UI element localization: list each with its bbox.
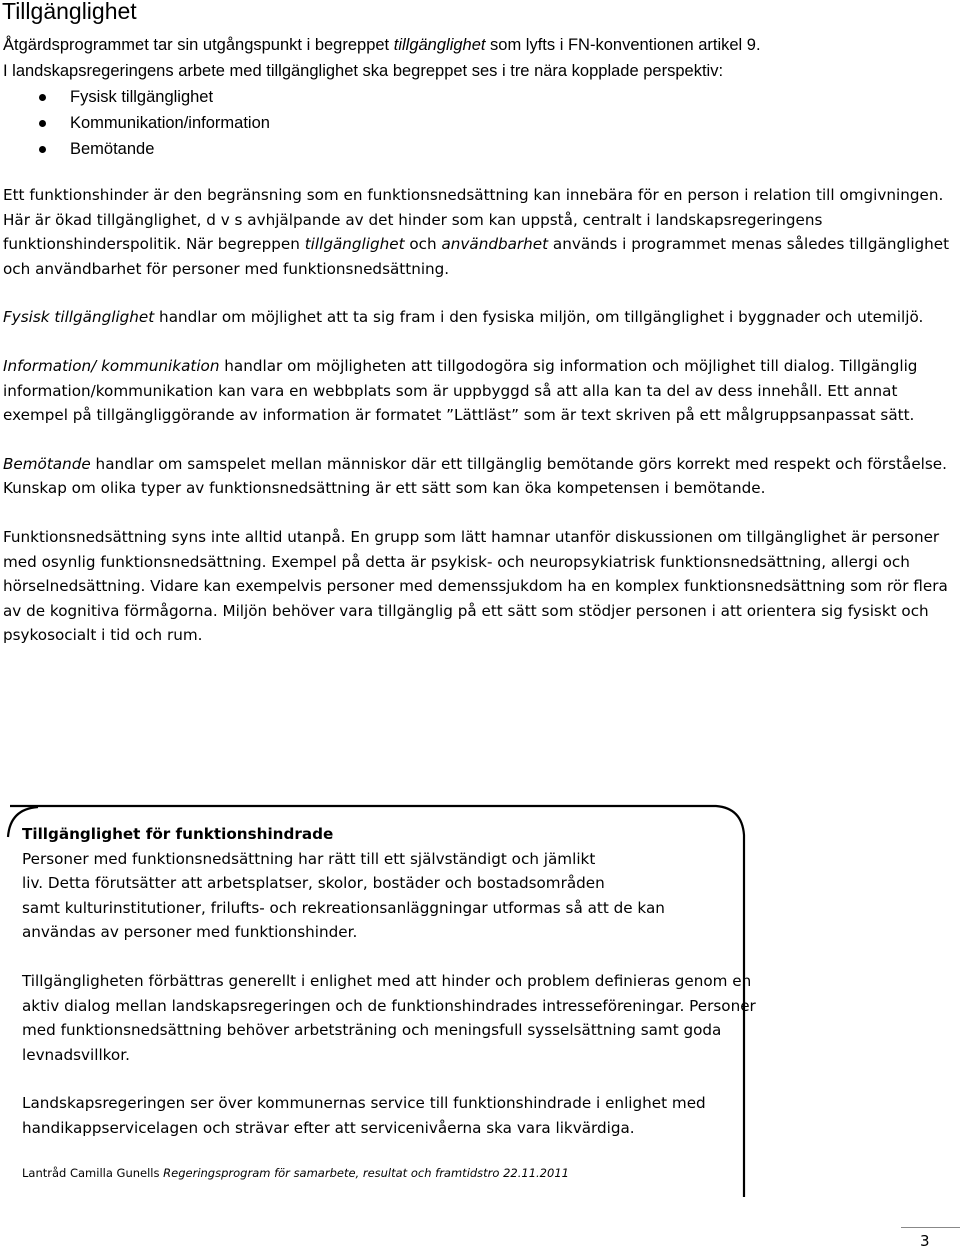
bullet-icon: [39, 94, 46, 101]
quote-box-content: Tillgänglighet för funktionshindrade Personer med funktionsnedsättning har rätt till ett självständigt och jämlikt liv. Detta förutsätter att arbetsplatser, skolor, bostäder och bostadsområden samt kulturinstitutioner, frilufts- och rekreationsanläggningar utformas så att de kan användas av personer med funktionshinder.: [22, 825, 665, 942]
page-number: 3: [920, 1232, 930, 1250]
quote-box-heading: Tillgänglighet för funktionshindrade: [22, 825, 334, 843]
intro-section: [3, 32, 953, 162]
quote-box: [22, 822, 762, 1205]
bullet-icon: [39, 146, 46, 153]
quote-citation: Lantråd Camilla Gunells Regeringsprogram för samarbete, resultat och framtidstro 22.11.2011: [22, 1165, 569, 1180]
paragraph-osynlig: Funktionsnedsättning syns inte alltid utanpå. En grupp som lätt hamnar utanför diskussionen om tillgänglighet är personer med osynlig funktionsnedsättning. Exempel på detta är psykisk- och neuropsykiatrisk funktionsnedsättning, allergi och hörselnedsättning. Vidare kan exempelvis personer med demenssjukdom ha en komplex funktionsnedsättning som rör flera av de kognitiva förmågorna. Miljön behöver vara tillgänglig på ett sätt som stödjer personen i att orientera sig fysiskt och psykosocialt i tid och rum.: [3, 527, 948, 645]
intro-line-1: Åtgärdsprogrammet tar sin utgångspunkt i begreppet tillgänglighet som lyfts i FN-konventionen artikel 9.: [3, 36, 761, 54]
page-number-rule: [901, 1227, 960, 1228]
bullet-icon: [39, 120, 46, 127]
list-item: Bemötande: [3, 136, 953, 162]
paragraph-information: Information/ kommunikation handlar om möjligheten att tillgodogöra sig information och möjlighet till dialog. Tillgänglig information/kommunikation kan vara en webbplats som är uppbyggd så att alla kan ta del av dess innehåll. Ett annat exempel på tillgängliggörande av information är formatet ”Lättläst” som är text skriven på ett målgruppsanpassat sätt.: [3, 356, 918, 425]
paragraph-fysisk: Fysisk tillgänglighet handlar om möjlighet att ta sig fram i den fysiska miljön, om tillgänglighet i byggnader och utemiljö.: [3, 308, 924, 327]
body-text: [3, 183, 953, 672]
paragraph-funktionshinder: Ett funktionshinder är den begränsning som en funktionsnedsättning kan innebära för en person i relation till omgivningen. Här är ökad tillgänglighet, d v s avhjälpande av det hinder som kan uppstå, centralt i landskapsregeringens funktionshinderspolitik. När begreppen tillgänglighet och användbarhet används i programmet menas således tillgänglighet och användbarhet för personer med funktionsnedsättning.: [3, 186, 950, 278]
list-item: Kommunikation/information: [3, 110, 953, 136]
perspective-list: [3, 84, 953, 162]
list-item: Fysisk tillgänglighet: [3, 84, 953, 110]
page-title: Tillgänglighet: [2, 0, 137, 24]
quote-box-paragraph-3: Landskapsregeringen ser över kommunernas service till funktionshindrade i enlighet med handikappservicelagen och strävar efter att servicenivåerna ska vara likvärdiga.: [22, 1094, 706, 1137]
quote-box-paragraph-2: Tillgängligheten förbättras generellt i enlighet med att hinder och problem definieras genom en aktiv dialog mellan landskapsregeringen och de funktionshindrades intresseföreningar. Personer med funktionsnedsättning behöver arbetsträning och meningsfull sysselsättning samt goda levnadsvillkor.: [22, 971, 756, 1064]
intro-line-2: I landskapsregeringens arbete med tillgänglighet ska begreppet ses i tre nära kopplade perspektiv:: [3, 62, 724, 80]
paragraph-bemotande: Bemötande handlar om samspelet mellan människor där ett tillgänglig bemötande görs korrekt med respekt och förståelse. Kunskap om olika typer av funktionsnedsättning är ett sätt som kan öka kompetensen i bemötande.: [3, 454, 947, 498]
